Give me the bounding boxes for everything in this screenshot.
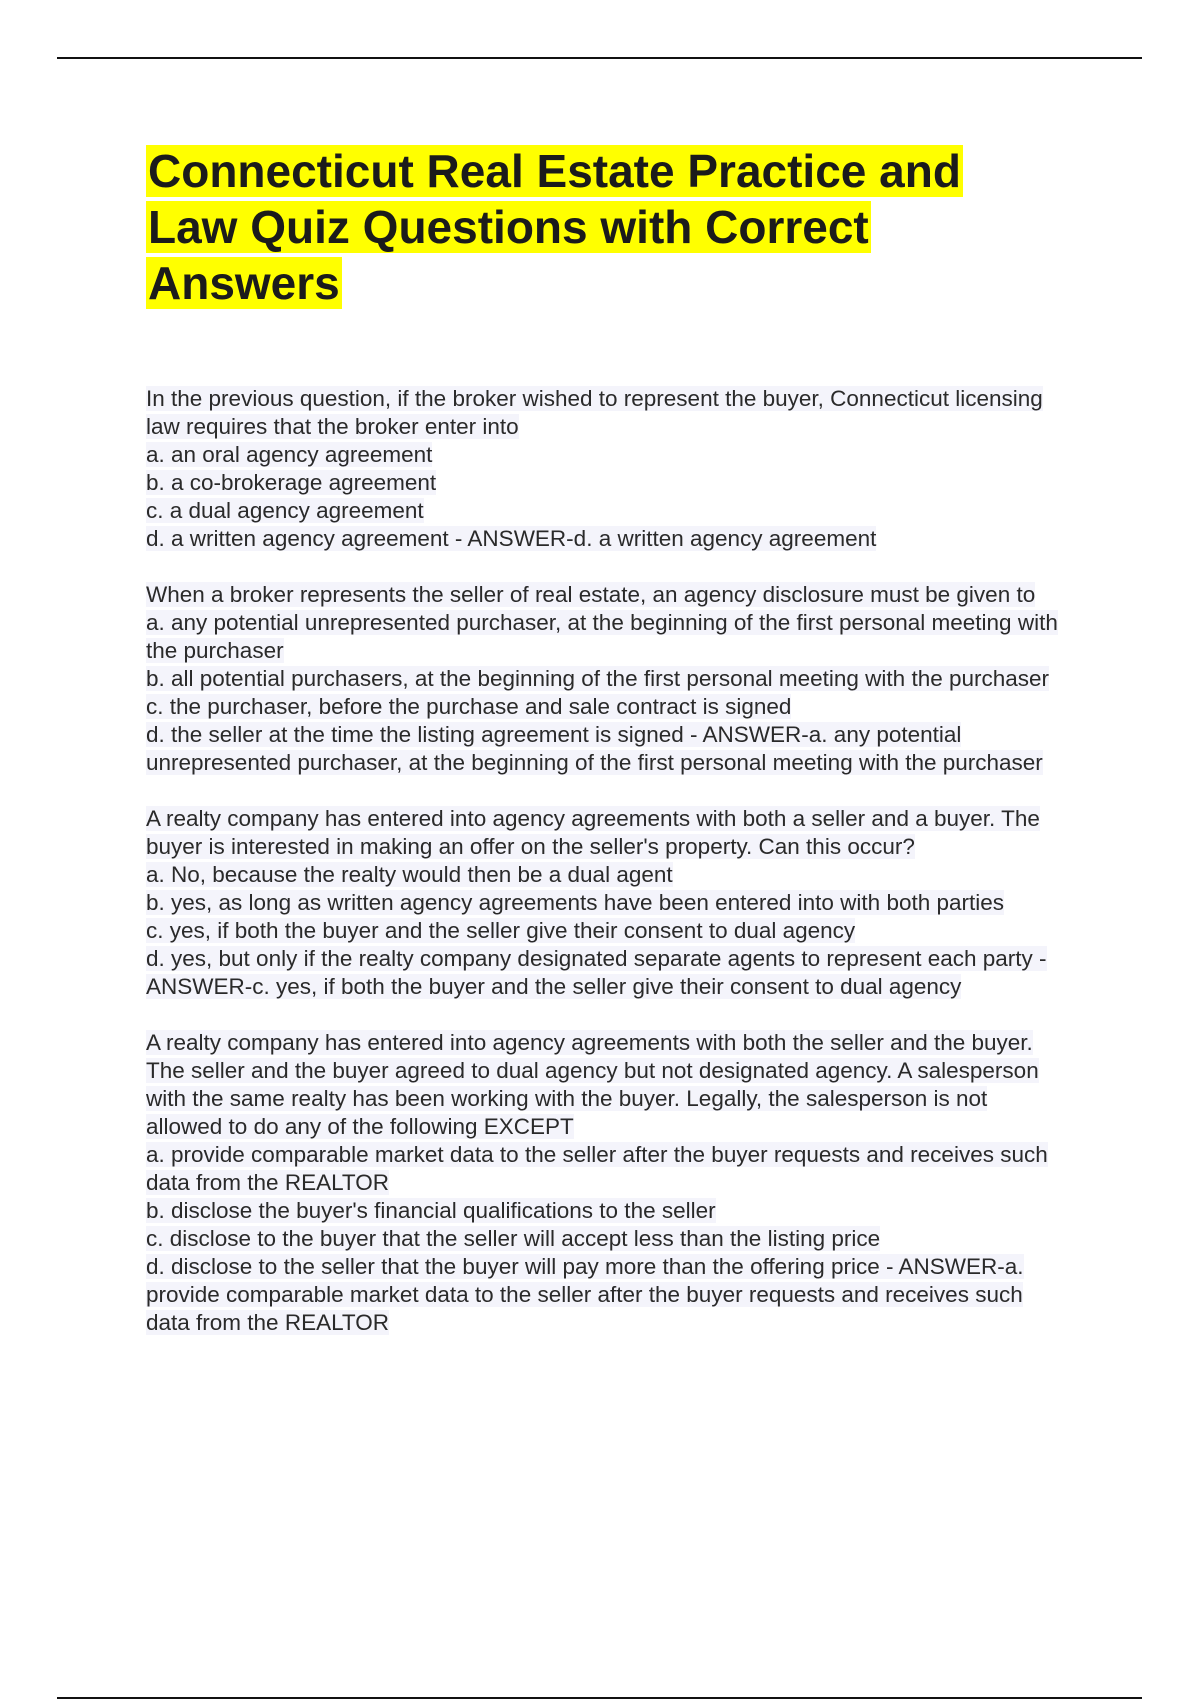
question-block xyxy=(146,385,1066,553)
answer-option: d. the seller at the time the listing agreement is signed - ANSWER-a. any potential unrepresented purchaser, at the beginning of the first personal meeting with the purchaser xyxy=(146,722,1043,775)
question-text: In the previous question, if the broker wished to represent the buyer, Connecticut licensing law requires that the broker enter into xyxy=(146,386,1043,439)
answer-option: c. a dual agency agreement xyxy=(146,498,424,523)
answer-option: b. a co-brokerage agreement xyxy=(146,470,437,495)
quiz-content xyxy=(146,385,1066,1365)
question-block xyxy=(146,1029,1066,1337)
answer-option: b. yes, as long as written agency agreements have been entered into with both parties xyxy=(146,890,1005,915)
title-highlight: Connecticut Real Estate Practice and Law Quiz Questions with Correct Answers xyxy=(148,145,961,309)
answer-option: a. provide comparable market data to the seller after the buyer requests and receives such data from the REALTOR xyxy=(146,1142,1048,1195)
answer-option: c. disclose to the buyer that the seller will accept less than the listing price xyxy=(146,1226,881,1251)
question-text: A realty company has entered into agency agreements with both the seller and the buyer. The seller and the buyer agreed to dual agency but not designated agency. A salesperson with the same realty has been working with the buyer. Legally, the salesperson is not allowed to do any of the following EXCEPT xyxy=(146,1030,1039,1139)
answer-option: d. disclose to the seller that the buyer will pay more than the offering price - ANSWER-a. provide comparable market data to the seller after the buyer requests and receives such data from the REALTOR xyxy=(146,1254,1024,1335)
document-title xyxy=(146,143,1046,311)
question-text: A realty company has entered into agency agreements with both a seller and a buyer. The buyer is interested in making an offer on the seller's property. Can this occur? xyxy=(146,806,1040,859)
question-text: When a broker represents the seller of real estate, an agency disclosure must be given to xyxy=(146,582,1036,607)
bottom-rule xyxy=(57,1697,1142,1699)
answer-option: d. yes, but only if the realty company designated separate agents to represent each party - ANSWER-c. yes, if both the buyer and the seller give their consent to dual agency xyxy=(146,946,1047,999)
answer-option: c. the purchaser, before the purchase and sale contract is signed xyxy=(146,694,792,719)
answer-option: a. No, because the realty would then be a dual agent xyxy=(146,862,673,887)
answer-option: a. an oral agency agreement xyxy=(146,442,433,467)
answer-option: d. a written agency agreement - ANSWER-d. a written agency agreement xyxy=(146,526,877,551)
answer-option: b. all potential purchasers, at the beginning of the first personal meeting with the purchaser xyxy=(146,666,1050,691)
top-rule xyxy=(57,57,1142,59)
answer-option: a. any potential unrepresented purchaser, at the beginning of the first personal meeting with the purchaser xyxy=(146,610,1058,663)
question-block xyxy=(146,805,1066,1001)
answer-option: c. yes, if both the buyer and the seller give their consent to dual agency xyxy=(146,918,856,943)
answer-option: b. disclose the buyer's financial qualifications to the seller xyxy=(146,1198,716,1223)
question-block xyxy=(146,581,1066,777)
